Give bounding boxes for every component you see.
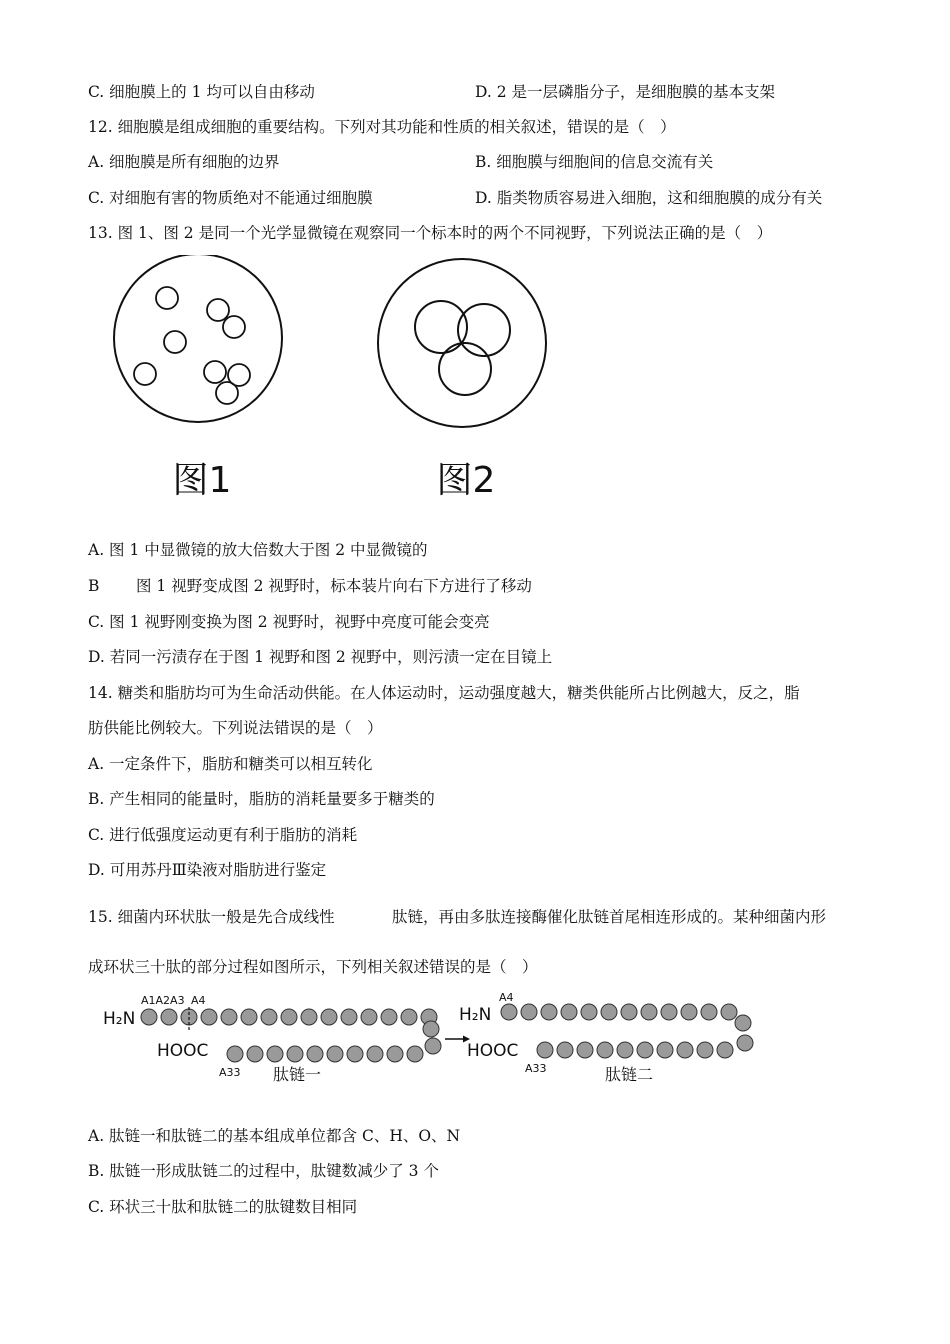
chain1-name: 肽链一 [273, 1065, 322, 1084]
q12-option-a: A. 细胞膜是所有细胞的边界 [88, 153, 280, 171]
q12-option-d: D. 脂类物质容易进入细胞，这和细胞膜的成分有关 [475, 189, 823, 207]
fig2-label: 图2 [436, 460, 496, 501]
q14-stem-line1: 14. 糖类和脂肪均可为生命活动供能。在人体运动时，运动强度越大，糖类供能所占比例越大，反之，脂 [88, 684, 800, 702]
chain1-bead [301, 1009, 317, 1025]
chain1-bead [347, 1046, 363, 1062]
chain1-bead [227, 1046, 243, 1062]
chain2-label-a33: A33 [525, 1062, 547, 1075]
chain2-bead [577, 1042, 593, 1058]
q13-option-b-letter: B [88, 577, 100, 595]
chain1-bead [321, 1009, 337, 1025]
chain1-bead [423, 1021, 439, 1037]
chain1-bead [401, 1009, 417, 1025]
chain1-bead [161, 1009, 177, 1025]
q14-option-d: D. 可用苏丹Ⅲ染液对脂肪进行鉴定 [88, 861, 327, 879]
chain2-bead [737, 1035, 753, 1051]
chain2-bead [621, 1004, 637, 1020]
chain2-bead [717, 1042, 733, 1058]
q14-stem-line2: 肪供能比例较大。下列说法错误的是（ ） [88, 719, 383, 737]
q15-stem-line2: 成环状三十肽的部分过程如图所示，下列相关叙述错误的是（ ） [88, 958, 538, 976]
q13-option-b: 图 1 视野变成图 2 视野时，标本装片向右下方进行了移动 [136, 577, 532, 595]
q13-option-c: C. 图 1 视野刚变换为图 2 视野时，视野中亮度可能会变亮 [88, 613, 490, 631]
chain1-n-terminus: H₂N [103, 1009, 136, 1029]
chain1-bead [387, 1046, 403, 1062]
chain2-c-terminus: HOOC [467, 1041, 519, 1061]
label-a1a2a3: A1A2A3 [141, 994, 185, 1007]
peptide-chain-2-beads [501, 1004, 753, 1058]
chain2-bead [681, 1004, 697, 1020]
q14-option-a: A. 一定条件下，脂肪和糖类可以相互转化 [88, 755, 373, 773]
chain2-bead [521, 1004, 537, 1020]
q12-stem: 12. 细胞膜是组成细胞的重要结构。下列对其功能和性质的相关叙述，错误的是（ ） [88, 118, 676, 136]
chain1-bead [367, 1046, 383, 1062]
chain1-bead [407, 1046, 423, 1062]
q15-stem-part2: 肽链，再由多肽连接酶催化肽链首尾相连形成的。某种细菌内形 [392, 908, 827, 926]
q11-option-c: C. 细胞膜上的 1 均可以自由移动 [88, 83, 315, 101]
chain2-bead [697, 1042, 713, 1058]
q15-option-a: A. 肽链一和肽链二的基本组成单位都含 C、H、O、N [88, 1127, 461, 1145]
chain2-label-a4: A4 [499, 991, 514, 1004]
chain1-bead [327, 1046, 343, 1062]
q14-option-b: B. 产生相同的能量时，脂肪的消耗量要多于糖类的 [88, 790, 435, 808]
q13-option-a: A. 图 1 中显微镜的放大倍数大于图 2 中显微镜的 [88, 541, 428, 559]
chain1-bead [287, 1046, 303, 1062]
chain1-label-a33: A33 [219, 1066, 241, 1079]
chain2-name: 肽链二 [605, 1065, 654, 1084]
chain1-bead [381, 1009, 397, 1025]
chain1-bead [281, 1009, 297, 1025]
chain2-bead [597, 1042, 613, 1058]
chain2-bead [657, 1042, 673, 1058]
chain1-bead [361, 1009, 377, 1025]
chain2-bead [637, 1042, 653, 1058]
chain2-bead [721, 1004, 737, 1020]
chain1-bead [241, 1009, 257, 1025]
q13-stem: 13. 图 1、图 2 是同一个光学显微镜在观察同一个标本时的两个不同视野，下列说法正确的是（ ） [88, 224, 773, 242]
q11-option-d: D. 2 是一层磷脂分子，是细胞膜的基本支架 [475, 83, 776, 101]
chain1-bead [201, 1009, 217, 1025]
field-of-view-2 [378, 259, 546, 427]
q12-option-b: B. 细胞膜与细胞间的信息交流有关 [475, 153, 714, 171]
fig1-label: 图1 [172, 460, 232, 501]
field-of-view-1 [114, 255, 282, 422]
chain2-bead [557, 1042, 573, 1058]
chain1-bead [307, 1046, 323, 1062]
chain1-bead [261, 1009, 277, 1025]
chain2-bead [541, 1004, 557, 1020]
chain2-bead [581, 1004, 597, 1020]
q14-option-c: C. 进行低强度运动更有利于脂肪的消耗 [88, 826, 358, 844]
chain1-c-terminus: HOOC [157, 1041, 209, 1061]
chain2-bead [661, 1004, 677, 1020]
chain1-bead [247, 1046, 263, 1062]
chain1-bead [425, 1038, 441, 1054]
peptide-chain-figure [95, 988, 765, 1093]
chain2-bead [735, 1015, 751, 1031]
chain1-bead [341, 1009, 357, 1025]
chain2-bead [617, 1042, 633, 1058]
chain2-bead [677, 1042, 693, 1058]
q13-option-d: D. 若同一污渍存在于图 1 视野和图 2 视野中，则污渍一定在目镜上 [88, 648, 553, 666]
q15-option-c: C. 环状三十肽和肽链二的肽键数目相同 [88, 1198, 358, 1216]
q15-stem-part1: 15. 细菌内环状肽一般是先合成线性 [88, 908, 335, 926]
chain2-bead [601, 1004, 617, 1020]
chain1-bead [141, 1009, 157, 1025]
chain2-n-terminus: H₂N [459, 1005, 492, 1025]
chain2-bead [537, 1042, 553, 1058]
chain1-label-a4: A4 [191, 994, 206, 1007]
chain2-bead [701, 1004, 717, 1020]
chain1-bead [221, 1009, 237, 1025]
microscope-fields-figure [100, 255, 570, 505]
chain2-bead [561, 1004, 577, 1020]
chain2-bead [641, 1004, 657, 1020]
chain2-bead [501, 1004, 517, 1020]
q12-option-c: C. 对细胞有害的物质绝对不能通过细胞膜 [88, 189, 373, 207]
q15-option-b: B. 肽链一形成肽链二的过程中，肽键数减少了 3 个 [88, 1162, 439, 1180]
chain1-bead [267, 1046, 283, 1062]
